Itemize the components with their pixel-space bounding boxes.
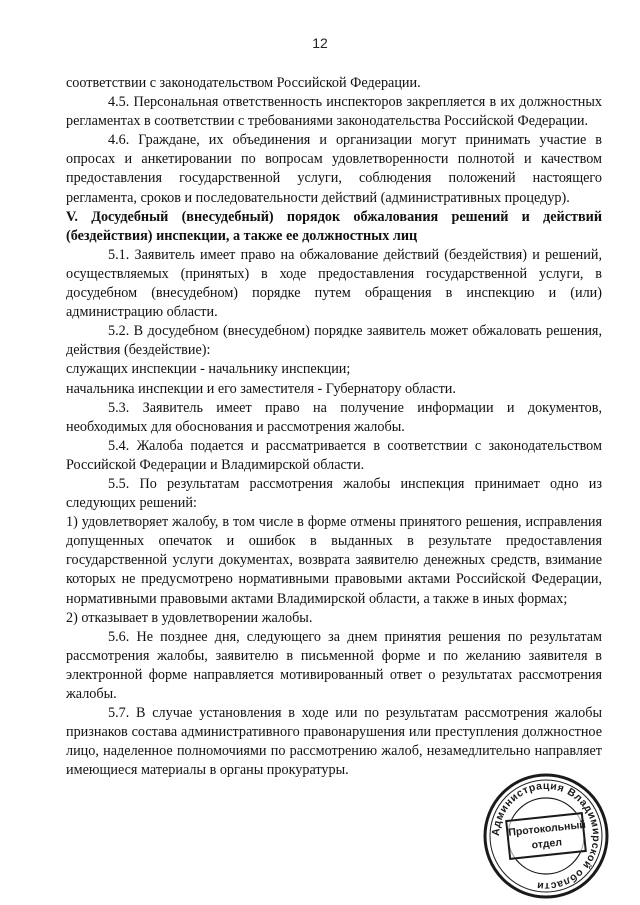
paragraph-5-2-line-2: начальника инспекции и его заместителя - Губернатору области. [66, 380, 456, 397]
document-body [66, 74, 602, 780]
paragraph-5-5-item-1: 1) удовлетворяет жалобу, в том числе в форме отмены принятого решения, исправления допущенных опечаток и ошибок в выданных в результате предоставления государственной услуги документах, возврата заявителю денежных средств, взимание которых не предусмотрено нормативными правовыми актами Российской Федерации, нормативными правовыми актами Владимирской области, а также в иных формах; [66, 514, 602, 607]
page-number: 12 [312, 35, 328, 51]
paragraph-4-6: 4.6. Граждане, их объединения и организации могут принимать участие в опросах и анкетировании по вопросам удовлетворенности полнотой и качеством предоставления государственной услуги, соблюдения положений настоящего регламента, сроков и последовательности действий (административных процедур). [66, 132, 602, 206]
paragraph-5-6: 5.6. Не позднее дня, следующего за днем принятия решения по результатам рассмотрения жалобы, заявителю в письменной форме и по желанию заявителя в электронной форме направляется мотивированный ответ о результатах рассмотрения жалобы. [66, 628, 602, 702]
paragraph-5-5: 5.5. По результатам рассмотрения жалобы инспекция принимает одно из следующих решений: [66, 475, 602, 512]
official-stamp [482, 772, 610, 900]
paragraph-5-5-item-2: 2) отказывает в удовлетворении жалобы. [66, 609, 313, 626]
paragraph-continuation: соответствии с законодательством Российской Федерации. [66, 75, 421, 91]
paragraph-5-1: 5.1. Заявитель имеет право на обжалование действий (бездействия) и решений, осуществляемых (принятых) в ходе предоставления государственной услуги, в досудебном (внесудебном) порядке путем обращения в инспекцию и (или) администрацию области. [66, 246, 602, 321]
paragraph-5-2: 5.2. В досудебном (внесудебном) порядке заявитель может обжаловать решения, действия (бездействие): [66, 323, 602, 359]
paragraph-5-3: 5.3. Заявитель имеет право на получение информации и документов, необходимых для обоснования и рассмотрения жалобы. [66, 399, 602, 435]
stamp-inner-text: Протокольный отдел [505, 812, 587, 860]
stamp-ring-text: Администрация Владимирской области [489, 779, 603, 893]
paragraph-5-4: 5.4. Жалоба подается и рассматривается в соответствии с законодательством Российской Федерации и Владимирской области. [66, 437, 602, 473]
section-5-heading: V. Досудебный (внесудебный) порядок обжалования решений и действий (бездействия) инспекции, а также ее должностных лиц [66, 208, 602, 244]
paragraph-4-5: 4.5. Персональная ответственность инспекторов закрепляется в их должностных регламентах в соответствии с требованиями законодательства Российской Федерации. [66, 94, 602, 130]
paragraph-5-7: 5.7. В случае установления в ходе или по результатам рассмотрения жалобы признаков состава административного правонарушения или преступления должностное лицо, наделенное полномочиями по рассмотрению жалоб, незамедлительно направляет имеющиеся материалы в органы прокуратуры. [66, 705, 602, 779]
paragraph-5-2-line-1: служащих инспекции - начальнику инспекции; [66, 361, 351, 378]
